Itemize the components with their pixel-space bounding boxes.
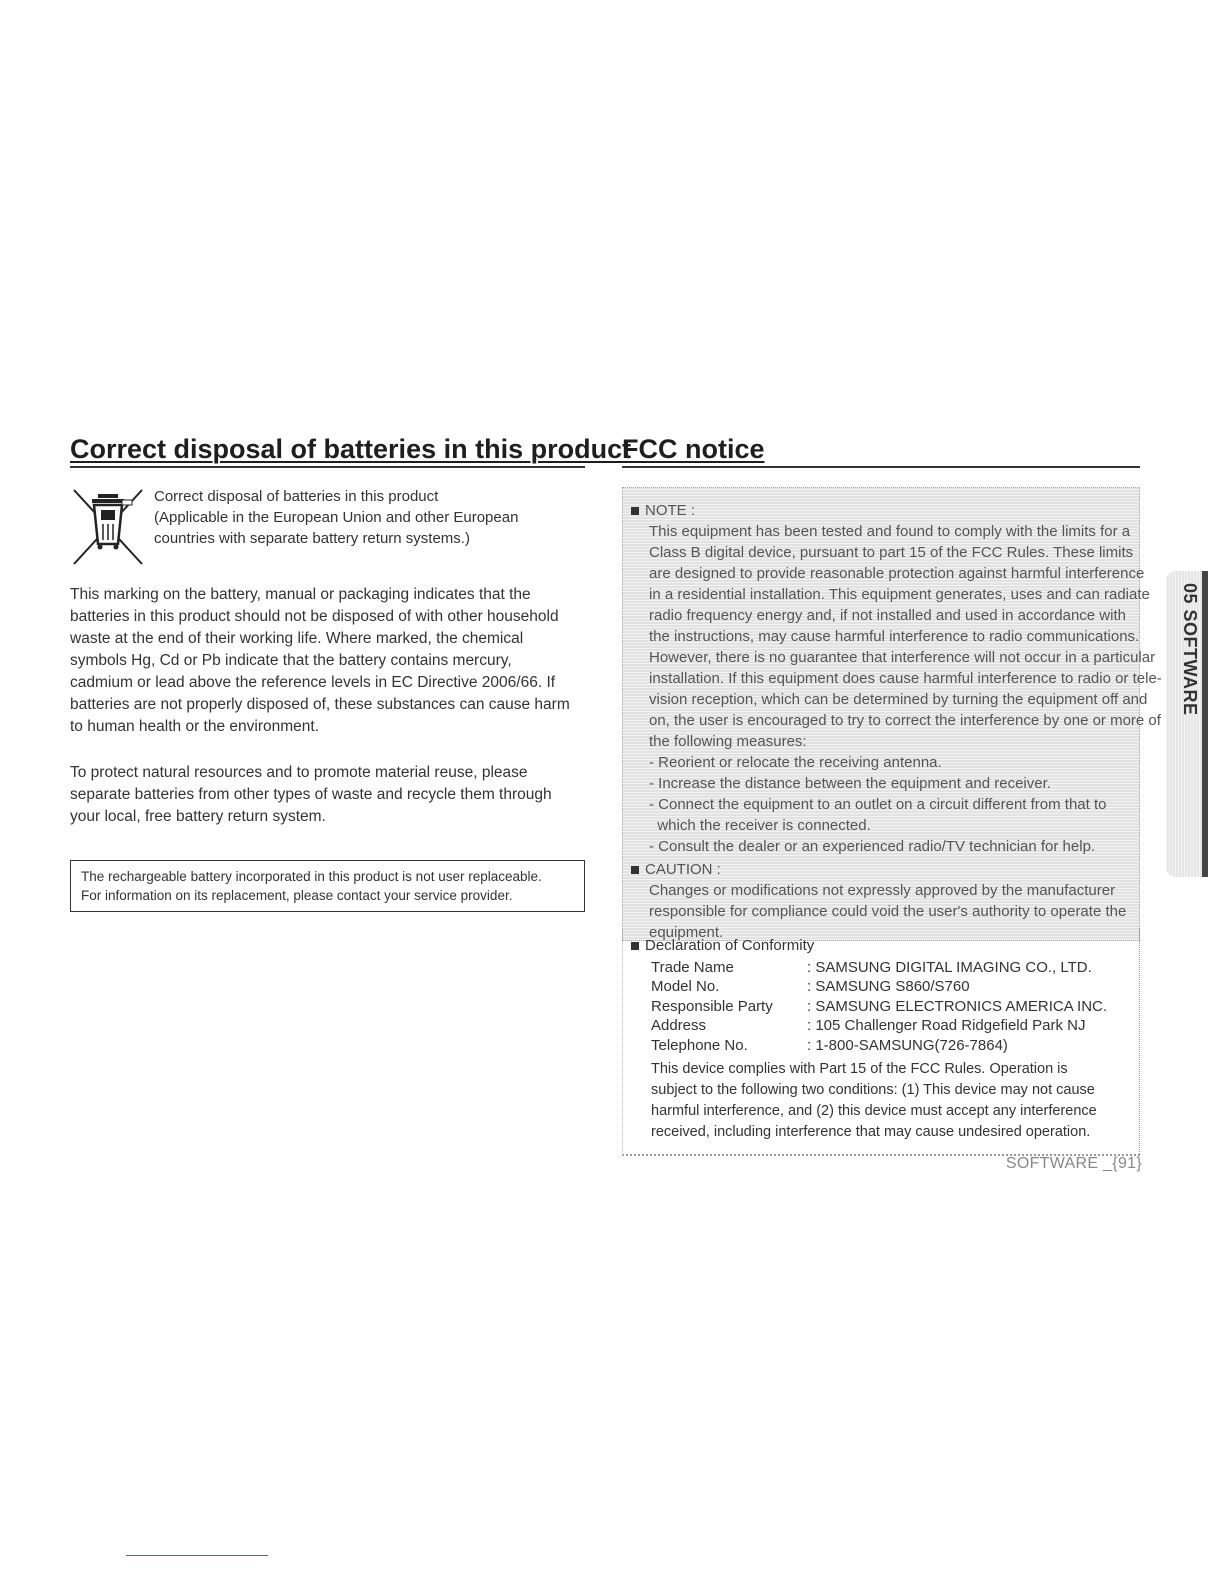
note-line: This equipment has been tested and found to comply with the limits for a xyxy=(649,523,1131,540)
fcc-title-text: FCC notice xyxy=(622,434,765,464)
battery-section-title xyxy=(70,432,632,468)
row-label: Responsible Party xyxy=(651,997,773,1015)
paragraph-line: harmful interference, and (2) this device must accept any interference xyxy=(651,1103,1097,1119)
declaration-box xyxy=(622,928,1140,1156)
fcc-section xyxy=(622,432,1162,1140)
note-line: the following measures: xyxy=(649,733,807,750)
fcc-section-title xyxy=(622,432,1140,468)
caution-line: equipment. xyxy=(649,924,724,941)
note-line: the instructions, may cause harmful interference to radio communications. xyxy=(649,628,1140,645)
battery-paragraph-1 xyxy=(70,584,585,738)
declaration-row xyxy=(651,1036,1133,1056)
bin-text-line: Correct disposal of batteries in this product xyxy=(154,488,439,505)
caution-heading xyxy=(631,859,1129,880)
battery-section xyxy=(70,432,632,912)
row-value: : 1-800-SAMSUNG(726-7864) xyxy=(807,1036,1008,1054)
declaration-row xyxy=(651,997,1133,1017)
note-line: which the receiver is connected. xyxy=(649,817,871,834)
paragraph-line: waste at the end of their working life. Where marked, the chemical xyxy=(70,630,524,647)
paragraph-line: received, including interference that may cause undesired operation. xyxy=(651,1124,1091,1140)
note-line: in a residential installation. This equipment generates, uses and can radiate xyxy=(649,586,1150,603)
note-line: - Increase the distance between the equipment and receiver. xyxy=(649,775,1051,792)
note-line: are designed to provide reasonable protection against harmful interference xyxy=(649,565,1145,582)
note-line: - Reorient or relocate the receiving antenna. xyxy=(649,754,942,771)
paragraph-line: your local, free battery return system. xyxy=(70,808,326,825)
paragraph-line: symbols Hg, Cd or Pb indicate that the battery contains mercury, xyxy=(70,652,512,669)
note-heading xyxy=(631,500,1129,521)
paragraph-line: to human health or the environment. xyxy=(70,718,320,735)
declaration-title: Declaration of Conformity xyxy=(645,937,815,954)
declaration-row xyxy=(651,958,1133,978)
declaration-table xyxy=(651,958,1133,1056)
note-line: on, the user is encouraged to try to correct the interference by one or more of xyxy=(649,712,1161,729)
row-label: Trade Name xyxy=(651,958,734,976)
crossed-bin-icon xyxy=(70,488,146,566)
note-line: installation. If this equipment does cause harmful interference to radio or tele- xyxy=(649,670,1162,687)
declaration-row xyxy=(651,1016,1133,1036)
caution-line: Changes or modifications not expressly approved by the manufacturer xyxy=(649,882,1116,899)
battery-title-text: Correct disposal of batteries in this product xyxy=(70,434,632,464)
row-value: : SAMSUNG S860/S760 xyxy=(807,978,970,995)
bottom-rule xyxy=(126,1555,268,1556)
note-line: vision reception, which can be determined by turning the equipment off and xyxy=(649,691,1148,708)
battery-disposal-notice xyxy=(70,488,585,568)
row-label: Model No. xyxy=(651,978,720,995)
chapter-side-tab xyxy=(1166,571,1208,877)
row-value: : 105 Challenger Road Ridgefield Park NJ xyxy=(807,1017,1086,1034)
declaration-heading xyxy=(631,936,1133,956)
bin-text-line: (Applicable in the European Union and other European xyxy=(154,509,519,526)
note-body xyxy=(631,521,1162,857)
bullet-square-icon xyxy=(631,942,639,950)
row-value: : SAMSUNG ELECTRONICS AMERICA INC. xyxy=(807,997,1108,1015)
page-footer: SOFTWARE _{91} xyxy=(1005,1155,1142,1172)
paragraph-line: subject to the following two conditions: (1) This device may not cause xyxy=(651,1082,1095,1098)
side-tab-bar xyxy=(1202,571,1208,877)
bin-text-line: countries with separate battery return systems.) xyxy=(154,530,470,547)
note-line: The rechargeable battery incorporated in this product is not user replaceable. xyxy=(81,869,542,884)
note-line: However, there is no guarantee that interference will not occur in a particular xyxy=(649,649,1156,666)
paragraph-line: This device complies with Part 15 of the FCC Rules. Operation is xyxy=(651,1061,1068,1077)
bullet-square-icon xyxy=(631,507,639,515)
declaration-paragraph xyxy=(651,1059,1133,1143)
row-value: : SAMSUNG DIGITAL IMAGING CO., LTD. xyxy=(807,958,1092,976)
battery-replacement-note xyxy=(70,860,585,912)
paragraph-line: To protect natural resources and to promote material reuse, please xyxy=(70,764,528,781)
paragraph-line: batteries are not properly disposed of, these substances can cause harm xyxy=(70,696,570,713)
note-line: - Consult the dealer or an experienced radio/TV technician for help. xyxy=(649,838,1096,855)
bullet-square-icon xyxy=(631,866,639,874)
paragraph-line: batteries in this product should not be disposed of with other household xyxy=(70,608,559,625)
note-line: For information on its replacement, please contact your service provider. xyxy=(81,888,513,903)
fcc-note-box xyxy=(622,487,1162,941)
row-label: Telephone No. xyxy=(651,1036,748,1054)
declaration-row xyxy=(651,977,1133,997)
battery-paragraph-2 xyxy=(70,762,585,828)
caution-line: responsible for compliance could void the user's authority to operate the xyxy=(649,903,1127,920)
note-label: NOTE : xyxy=(645,502,696,519)
paragraph-line: separate batteries from other types of waste and recycle them through xyxy=(70,786,552,803)
note-line: radio frequency energy and, if not installed and used in accordance with xyxy=(649,607,1126,624)
note-line: - Connect the equipment to an outlet on a circuit different from that to xyxy=(649,796,1107,813)
bin-description xyxy=(154,486,518,549)
paragraph-line: This marking on the battery, manual or packaging indicates that the xyxy=(70,586,531,603)
chapter-tab-label: 05 SOFTWARE xyxy=(1180,583,1200,716)
caution-label: CAUTION : xyxy=(645,861,721,878)
paragraph-line: cadmium or lead above the reference levels in EC Directive 2006/66. If xyxy=(70,674,556,691)
note-line: Class B digital device, pursuant to part 15 of the FCC Rules. These limits xyxy=(649,544,1134,561)
row-label: Address xyxy=(651,1017,707,1034)
